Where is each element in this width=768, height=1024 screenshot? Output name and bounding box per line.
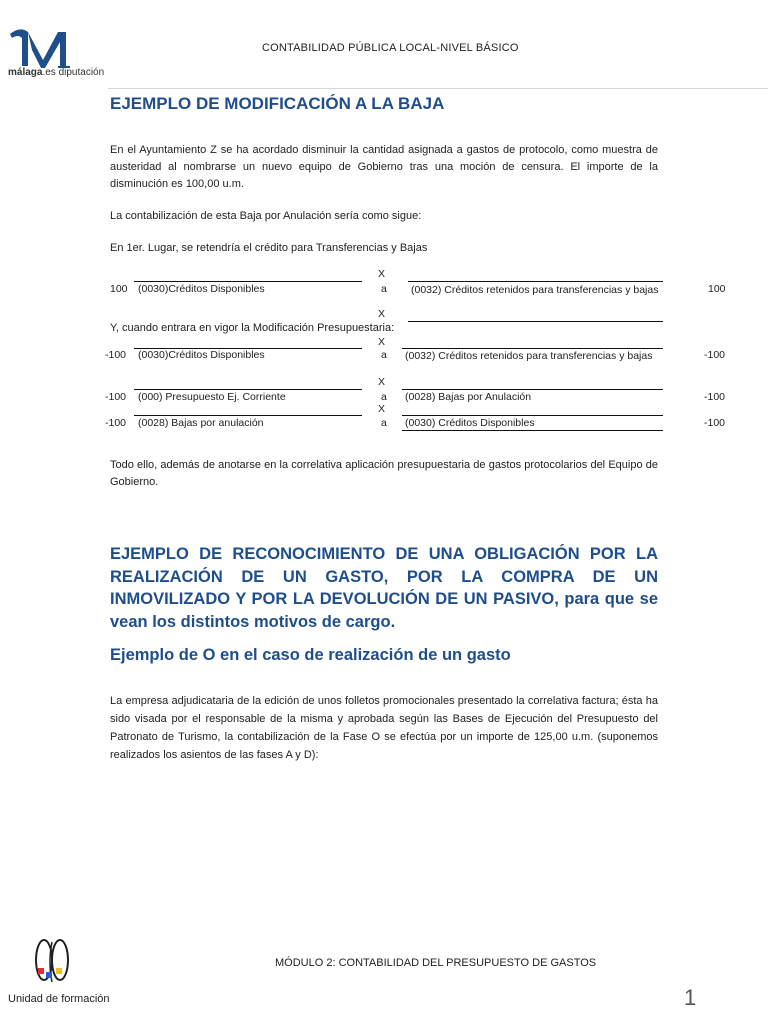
- entry-amount-right: -100: [704, 417, 726, 429]
- entry-x: X: [378, 403, 386, 415]
- entry-credit-account: (0032) Créditos retenidos para transferencias y bajas: [405, 350, 653, 362]
- entry-amount-right: -100: [704, 349, 726, 361]
- entry-a: a: [381, 417, 387, 429]
- paragraph: En el Ayuntamiento Z se ha acordado disminuir la cantidad asignada a gastos de protocolo, como muestra de austeridad al nombrarse un nuevo equipo de Gobierno tras una moción de censura. El importe de la disminución es 100,00 u.m.: [110, 144, 658, 190]
- entry-credit-account: (0030) Créditos Disponibles: [405, 417, 535, 429]
- paragraph: Todo ello, además de anotarse en la correlativa aplicación presupuestaria de gastos protocolarios del Equipo de Gobierno.: [110, 459, 658, 488]
- logo-text: málaga.es diputación: [8, 67, 105, 78]
- entry-top-line: [134, 415, 362, 416]
- entry-amount-left: -100: [105, 349, 127, 361]
- entry-x: X: [378, 336, 386, 348]
- paragraph: Y, cuando entrara en vigor la Modificación Presupuestaria:: [110, 322, 395, 334]
- entry-credit-account: (0028) Bajas por Anulación: [405, 391, 532, 403]
- entry-top-line: [408, 281, 663, 282]
- section-heading-obligacion: EJEMPLO DE RECONOCIMIENTO DE UNA OBLIGACIÓN POR LA REALIZACIÓN DE UN GASTO, POR LA COMPRA DE UN INMOVILIZADO Y POR LA DEVOLUCIÓN DE UN PASIVO, para que se vean los distintos motivos de cargo.: [110, 545, 658, 631]
- header-divider: [108, 88, 768, 89]
- entry-x: X: [378, 376, 386, 388]
- paragraph: En 1er. Lugar, se retendría el crédito para Transferencias y Bajas: [110, 242, 428, 254]
- entry-x: X: [378, 308, 386, 320]
- entry-credit-account: (0032) Créditos retenidos para transferencias y bajas: [411, 284, 659, 296]
- footer-unit-label: Unidad de formación: [8, 993, 110, 1005]
- paragraph: La empresa adjudicataria de la edición de unos folletos promocionales presentado la correlativa factura; ésta ha sido visada por el responsable de la misma y aprobada según las Bases de Ejecución del Presupuesto del Patronato de Turismo, la contabilización de la Fase O se efectúa por un importe de 125,00 u.m. (suponemos realizados los asientos de las fases A y D):: [110, 695, 658, 761]
- entry-debit-account: (0030)Créditos Disponibles: [138, 349, 265, 361]
- entry-bottom-line: [402, 430, 663, 431]
- entry-top-line: [402, 415, 663, 416]
- entry-a: a: [381, 391, 387, 403]
- unidad-formacion-logo-icon: [30, 938, 76, 986]
- entry-amount-right: -100: [704, 391, 726, 403]
- footer-title: MÓDULO 2: CONTABILIDAD DEL PRESUPUESTO DE GASTOS: [275, 957, 597, 969]
- entry-amount-left: -100: [105, 391, 127, 403]
- subheading-fase-o: Ejemplo de O en el caso de realización de un gasto: [110, 646, 511, 664]
- entry-debit-account: (0028) Bajas por anulación: [138, 417, 264, 429]
- entry-amount-left: 100: [110, 283, 128, 295]
- entry-top-line: [402, 389, 663, 390]
- entry-a: a: [381, 349, 387, 361]
- entry-top-line: [134, 281, 362, 282]
- entry-a: a: [381, 283, 387, 295]
- header-title: CONTABILIDAD PÚBLICA LOCAL-NIVEL BÁSICO: [262, 42, 519, 54]
- page-number: 1: [684, 985, 697, 1010]
- paragraph: La contabilización de esta Baja por Anulación sería como sigue:: [110, 210, 422, 222]
- entry-x: X: [378, 268, 386, 280]
- malaga-logo-m-icon: [8, 26, 78, 70]
- entry-debit-account: (0030)Créditos Disponibles: [138, 283, 265, 295]
- entry-amount-right: 100: [708, 283, 726, 295]
- entry-top-line: [402, 348, 663, 349]
- entry-bottom-line: [408, 321, 663, 322]
- entry-top-line: [134, 389, 362, 390]
- section-heading-baja: EJEMPLO DE MODIFICACIÓN A LA BAJA: [110, 94, 445, 113]
- entry-amount-left: -100: [105, 417, 127, 429]
- entry-debit-account: (000) Presupuesto Ej. Corriente: [138, 391, 286, 403]
